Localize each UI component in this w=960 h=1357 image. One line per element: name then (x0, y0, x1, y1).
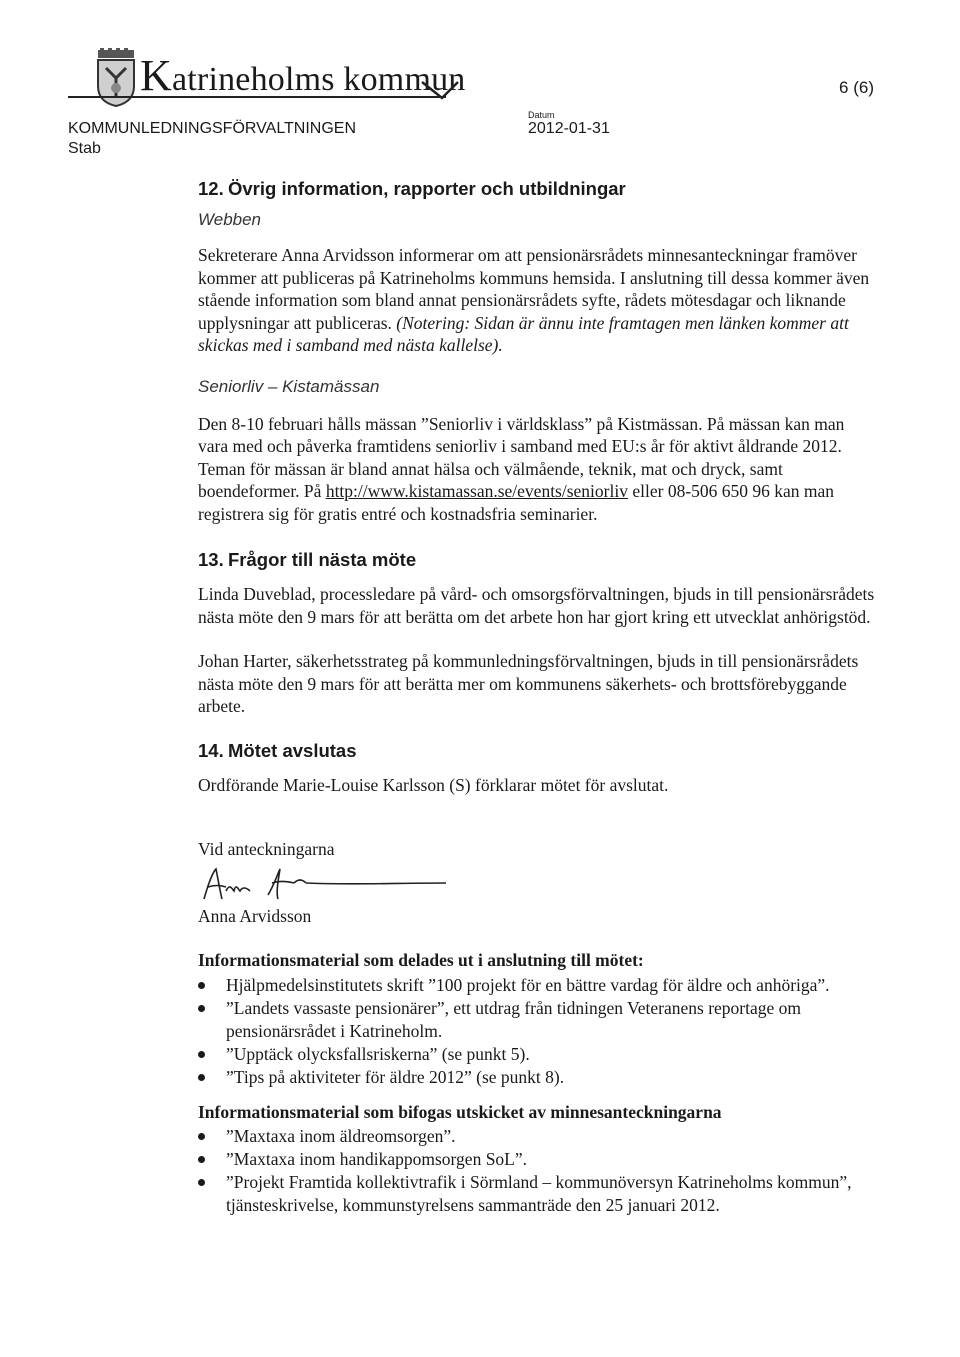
bullet-icon (198, 1074, 205, 1081)
list-item: ”Projekt Framtida kollektivtrafik i Sörmland – kommunöversyn Katrineholms kommun”, tjänsteskrivelse, kommunstyrelsens sammanträde den 25 januari 2012. (198, 1171, 878, 1217)
section-14-paragraph: Ordförande Marie-Louise Karlsson (S) förklarar mötet för avslutat. (198, 774, 669, 795)
list-item: ”Maxtaxa inom äldreomsorgen”. (198, 1125, 878, 1148)
signature-label: Vid anteckningarna (198, 839, 335, 859)
section-12-heading: 12. Övrig information, rapporter och utbildningar (198, 178, 626, 199)
date-label: Datum (528, 110, 555, 120)
logo-wordmark: Katrineholms kommun (140, 51, 466, 100)
bullet-icon (198, 1051, 205, 1058)
bullet-icon (198, 1133, 205, 1140)
list-item: Hjälpmedelsinstitutets skrift ”100 projekt för en bättre vardag för äldre och anhöriga”. (198, 974, 878, 997)
logo-check-icon (420, 80, 460, 102)
webben-paragraph: Sekreterare Anna Arvidsson informerar om att pensionärsrådets minnesanteckningar framöver kommer att publiceras på Katrineholms kommuns hemsida. I anslutning till dessa kommer även stående information som bland annat pensionärsrådets syfte, rådets mötesdagar och liknande upplysningar att publiceras. (Notering: Sidan är ännu inte framtagen men länken kommer att skickas med i samband med nästa kallelse). (198, 245, 870, 355)
signatory-name: Anna Arvidsson (198, 905, 312, 926)
crest-logo-icon (94, 48, 138, 108)
handouts-list (198, 974, 878, 1089)
document-date: 2012-01-31 (528, 120, 610, 137)
bullet-icon (198, 1156, 205, 1163)
bullet-icon (198, 1179, 205, 1186)
list-item: ”Upptäck olycksfallsriskerna” (se punkt 5). (198, 1043, 878, 1066)
list-item: ”Landets vassaste pensionärer”, ett utdrag från tidningen Veteranens reportage om pensionärsrådet i Katrineholm. (198, 997, 878, 1043)
unit-name: Stab (68, 140, 101, 157)
bullet-icon (198, 1005, 205, 1012)
bullet-icon (198, 982, 205, 989)
attachments-heading: Informationsmaterial som bifogas utskicket av minnesanteckningarna (198, 1101, 722, 1122)
list-item: ”Tips på aktiviteter för äldre 2012” (se punkt 8). (198, 1066, 878, 1089)
document-body (198, 176, 878, 1217)
seniorliv-subheading: Seniorliv – Kistamässan (198, 376, 380, 396)
section-13-heading: 13. Frågor till nästa möte (198, 549, 417, 570)
section-13-paragraph-2: Johan Harter, säkerhetsstrateg på kommunledningsförvaltningen, bjuds in till pensionärsrådets nästa möte den 9 mars för att berätta mer om kommunens säkerhets- och brottsförebyggande arbete. (198, 651, 859, 716)
organization-name: KOMMUNLEDNINGSFÖRVALTNINGEN (68, 120, 357, 137)
handouts-heading: Informationsmaterial som delades ut i anslutning till mötet: (198, 950, 644, 970)
section-13-paragraph-1: Linda Duveblad, processledare på vård- och omsorgsförvaltningen, bjuds in till pensionärsrådets nästa möte den 9 mars för att berätta om det arbete hon har gjort kring ett utvecklat anhörigstöd. (198, 584, 875, 627)
section-14-heading: 14. Mötet avslutas (198, 739, 357, 761)
seniorliv-paragraph: Den 8-10 februari hålls mässan ”Seniorliv i världsklass” på Kistmässan. På mässan kan man vara med och påverka framtidens seniorliv i samband med EU:s år för aktivt åldrande 2012. Teman för mässan är bland annat hälsa och välmående, teknik, mat och dryck, samt boendeformer. På http://www.kistamassan.se/events/seniorliv eller 08-506 650 96 kan man registrera sig för gratis entré och kostnadsfria seminarier. (198, 413, 845, 524)
handwritten-signature (198, 865, 468, 905)
webben-subheading: Webben (198, 210, 262, 229)
page-number: 6 (6) (839, 78, 874, 97)
list-item: ”Maxtaxa inom handikappomsorgen SoL”. (198, 1148, 878, 1171)
attachments-list (198, 1125, 878, 1217)
kistamassan-link[interactable]: http://www.kistamassan.se/events/seniorliv (325, 481, 628, 501)
